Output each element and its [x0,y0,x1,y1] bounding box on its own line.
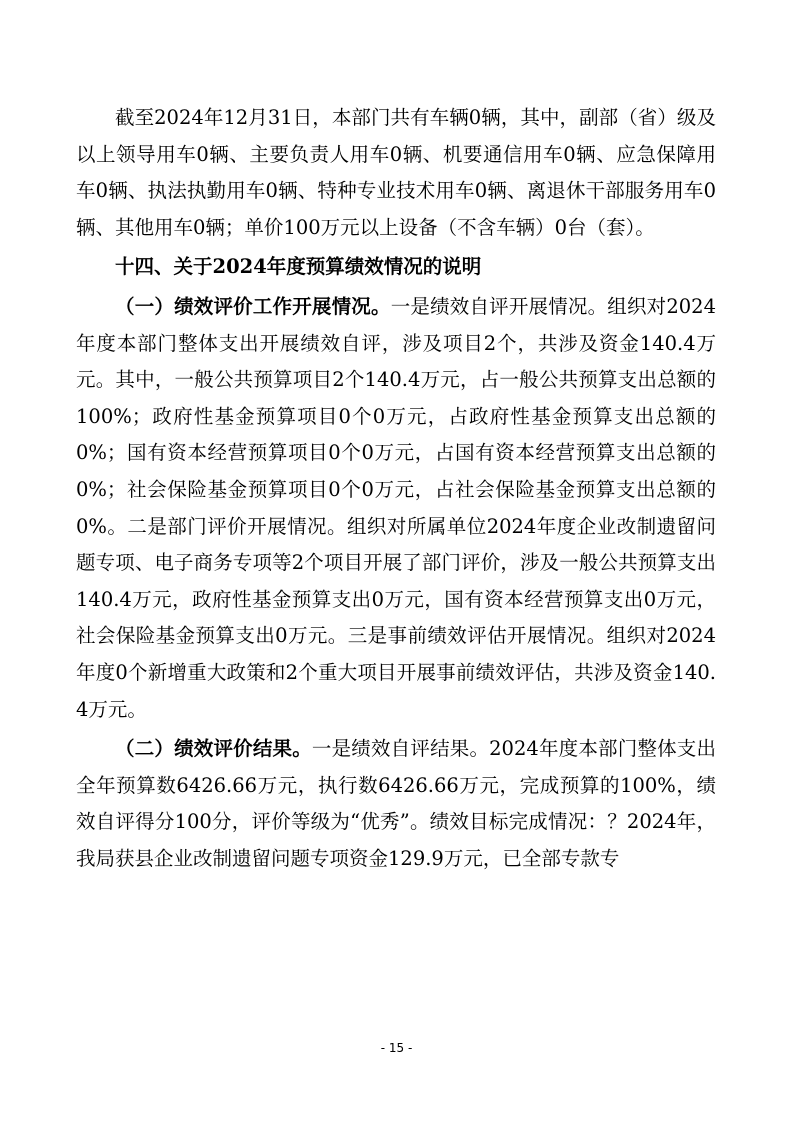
vehicle-paragraph [76,100,716,246]
evaluation-work-paragraph [76,289,716,728]
section-heading [76,249,716,286]
vehicle-paragraph-text: 截至2024年12月31日，本部门共有车辆0辆，其中，副部（省）级及以上领导用车0辆、主要负责人用车0辆、机要通信用车0辆、应急保障用车0辆、执法执勤用车0辆、特种专业技术用车0辆、离退休干部服务用车0辆、其他用车0辆；单价100万元以上设备（不含车辆）0台（套）。 [76,106,716,239]
evaluation-result-text: 一是绩效自评结果。2024年度本部门整体支出全年预算数6426.66万元，执行数6426.66万元，完成预算的100%，绩效自评得分100分，评价等级为“优秀”。绩效目标完成情况：？2024年，我局获县企业改制遗留问题专项资金129.9万元，已全部专款专 [76,737,716,870]
page-number: - 15 - [380,1041,413,1055]
evaluation-work-text: 一是绩效自评开展情况。组织对2024年度本部门整体支出开展绩效自评，涉及项目2个，共涉及资金140.4万元。其中，一般公共预算项目2个140.4万元，占一般公共预算支出总额的100%；政府性基金预算项目0个0万元，占政府性基金预算支出总额的0%；国有资本经营预算项目0个0万元，占国有资本经营预算支出总额的0%；社会保险基金预算项目0个0万元，占社会保险基金预算支出总额的0%。二是部门评价开展情况。组织对所属单位2024年度企业改制遗留问题专项、电子商务专项等2个项目开展了部门评价，涉及一般公共预算支出140.4万元，政府性基金预算支出0万元，国有资本经营预算支出0万元，社会保险基金预算支出0万元。三是事前绩效评估开展情况。组织对2024年度0个新增重大政策和2个重大项目开展事前绩效评估，共涉及资金140.4万元。 [76,294,716,721]
evaluation-result-paragraph [76,731,716,877]
document-body [76,100,716,877]
evaluation-work-lead: （一）绩效评价工作开展情况。 [115,294,391,318]
section-heading-text: 十四、关于2024年度预算绩效情况的说明 [115,255,482,279]
evaluation-result-lead: （二）绩效评价结果。 [115,737,312,761]
